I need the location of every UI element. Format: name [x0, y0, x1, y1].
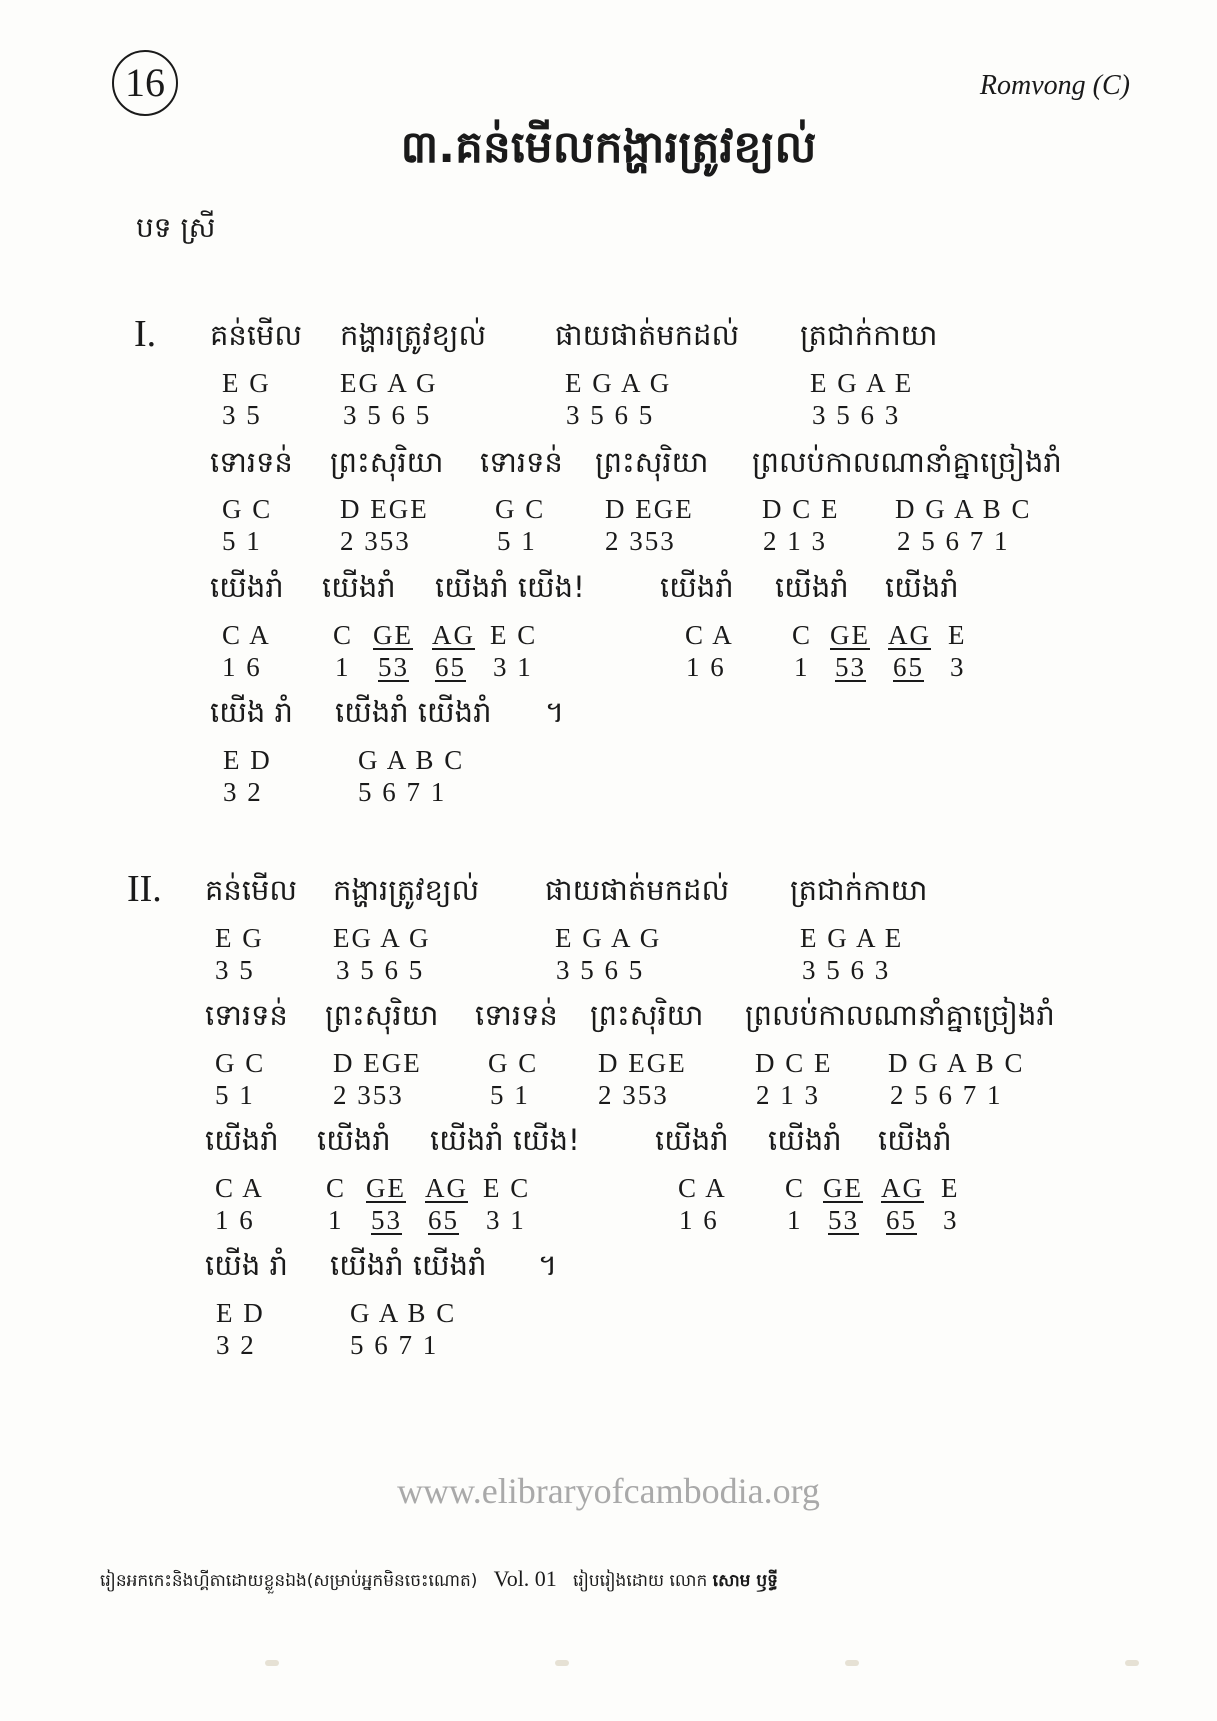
number-group: 3 1	[493, 652, 533, 682]
note-group: G C	[222, 494, 273, 524]
verse-numeral: II.	[127, 868, 162, 910]
number-group: 3 5 6 3	[812, 400, 901, 430]
number-group: 2 5 6 7 1	[897, 526, 1010, 556]
note-group: AG	[888, 620, 931, 650]
verse-numeral: I.	[134, 313, 157, 355]
number-group: 53	[828, 1205, 859, 1235]
paper-speck	[845, 1660, 859, 1666]
number-group: 1	[794, 652, 810, 682]
note-group: D G A B C	[895, 494, 1032, 524]
lyric-phrase: ត្រជាក់កាយា	[790, 873, 928, 907]
note-group: E D	[223, 745, 272, 775]
number-group: 2 5 6 7 1	[890, 1080, 1003, 1110]
lyric-phrase: យើងរាំ យើង!	[430, 1123, 580, 1157]
number-group: 53	[378, 652, 409, 682]
note-group: G A B C	[358, 745, 465, 775]
style-label: Romvong (C)	[979, 70, 1130, 101]
note-group: E G	[215, 923, 264, 953]
number-group: 53	[371, 1205, 402, 1235]
number-group: 2 1 3	[756, 1080, 820, 1110]
note-group: C	[792, 620, 813, 650]
lyric-phrase: ព្រលប់កាលណានាំគ្នាច្រៀងរាំ	[752, 445, 1062, 479]
lyric-phrase: យើង រាំ	[210, 695, 293, 729]
footer-series: រៀនអកកេះនិងហ្គីតាដោយខ្លួនឯង(សម្រាប់អ្នកមិនចេះណោត)	[100, 1571, 478, 1591]
note-group: E D	[216, 1298, 265, 1328]
number-group: 65	[435, 652, 466, 682]
note-group: EG A G	[333, 923, 431, 953]
number-group: 5 6 7 1	[358, 777, 447, 807]
number-group: 3 2	[223, 777, 263, 807]
lyric-phrase: កង្ហារត្រូវខ្យល់	[340, 318, 487, 352]
note-group: E	[948, 620, 967, 650]
number-group: 2 353	[605, 526, 676, 556]
lyric-phrase: យើងរាំ	[322, 570, 396, 604]
lyric-phrase: ព្រះសុរិយា	[325, 998, 439, 1032]
lyric-phrase: យើងរាំ យើង!	[435, 570, 585, 604]
note-group: E C	[490, 620, 538, 650]
note-group: C A	[215, 1173, 264, 1203]
number-group: 3 1	[486, 1205, 526, 1235]
lyric-phrase: យើងរាំ	[317, 1123, 391, 1157]
number-group: 3 5	[222, 400, 262, 430]
number-group: 5 1	[497, 526, 537, 556]
lyric-phrase: យើងរាំ	[660, 570, 734, 604]
number-group: 3 5 6 3	[802, 955, 891, 985]
page-number: 16	[112, 50, 178, 116]
note-group: GE	[830, 620, 870, 650]
number-group: 2 353	[340, 526, 411, 556]
note-group: AG	[432, 620, 475, 650]
note-group: C A	[685, 620, 734, 650]
note-group: EG A G	[340, 368, 438, 398]
number-group: 1 6	[686, 652, 726, 682]
number-group: 5 6 7 1	[350, 1330, 439, 1360]
number-group: 5 1	[490, 1080, 530, 1110]
lyric-phrase: យើងរាំ យើងរាំ	[330, 1248, 487, 1282]
lyric-phrase: យើង រាំ	[205, 1248, 288, 1282]
note-group: D EGE	[340, 494, 429, 524]
number-group: 2 1 3	[763, 526, 827, 556]
footer-compiled-by: រៀបរៀងដោយ លោក	[573, 1571, 708, 1591]
note-group: C	[333, 620, 354, 650]
note-group: E G A G	[555, 923, 662, 953]
note-group: E G A E	[800, 923, 904, 953]
lyric-phrase: ទោរទន់	[475, 998, 558, 1032]
note-group: GE	[373, 620, 413, 650]
lyric-phrase: ព្រះសុរិយា	[330, 445, 444, 479]
lyric-phrase: កង្ហារត្រូវខ្យល់	[333, 873, 480, 907]
lyric-phrase: យើងរាំ	[878, 1123, 952, 1157]
note-group: G A B C	[350, 1298, 457, 1328]
number-group: 3 5	[215, 955, 255, 985]
lyric-phrase: ទោរទន់	[210, 445, 293, 479]
note-group: D EGE	[333, 1048, 422, 1078]
number-group: 3	[943, 1205, 959, 1235]
number-group: 65	[886, 1205, 917, 1235]
lyric-phrase: យើងរាំ	[775, 570, 849, 604]
lyric-phrase: ។	[538, 1248, 558, 1282]
number-group: 3	[950, 652, 966, 682]
number-group: 3 2	[216, 1330, 256, 1360]
note-group: C	[326, 1173, 347, 1203]
note-group: GE	[823, 1173, 863, 1203]
note-group: AG	[425, 1173, 468, 1203]
note-group: AG	[881, 1173, 924, 1203]
lyric-phrase: ត្រជាក់កាយា	[800, 318, 938, 352]
lyric-phrase: យើងរាំ	[205, 1123, 279, 1157]
lyric-phrase: យើងរាំ	[885, 570, 959, 604]
footer-author: សោម ឫទ្ធី	[712, 1571, 778, 1591]
number-group: 1 6	[679, 1205, 719, 1235]
lyric-phrase: ព្រះសុរិយា	[595, 445, 709, 479]
lyric-phrase: យើងរាំ	[768, 1123, 842, 1157]
number-group: 1	[335, 652, 351, 682]
voice-label: បទ ស្រី	[136, 211, 216, 244]
paper-speck	[555, 1660, 569, 1666]
lyric-phrase: ទោរទន់	[480, 445, 563, 479]
note-group: D C E	[762, 494, 840, 524]
note-group: G C	[488, 1048, 539, 1078]
lyric-phrase: ទោរទន់	[205, 998, 288, 1032]
note-group: E G A E	[810, 368, 914, 398]
website-watermark: www.elibraryofcambodia.org	[397, 1471, 820, 1511]
number-group: 53	[835, 652, 866, 682]
number-group: 65	[893, 652, 924, 682]
note-group: GE	[366, 1173, 406, 1203]
number-group: 3 5 6 5	[556, 955, 645, 985]
number-group: 3 5 6 5	[566, 400, 655, 430]
lyric-phrase: ។	[545, 695, 565, 729]
lyric-phrase: យើងរាំ យើងរាំ	[335, 695, 492, 729]
lyric-phrase: គន់មើល	[210, 318, 303, 352]
lyric-phrase: គន់មើល	[205, 873, 298, 907]
number-group: 5 1	[222, 526, 262, 556]
lyric-phrase: យើងរាំ	[655, 1123, 729, 1157]
number-group: 5 1	[215, 1080, 255, 1110]
song-title: ៣.គន់មើលកង្ហារត្រូវខ្យល់	[400, 122, 817, 173]
number-group: 3 5 6 5	[343, 400, 432, 430]
paper-speck	[265, 1660, 279, 1666]
number-group: 1	[787, 1205, 803, 1235]
lyric-phrase: ផាយផាត់មកដល់	[555, 318, 740, 352]
lyric-phrase: ផាយផាត់មកដល់	[545, 873, 730, 907]
note-group: E G	[222, 368, 271, 398]
lyric-phrase: យើងរាំ	[210, 570, 284, 604]
note-group: E C	[483, 1173, 531, 1203]
note-group: D EGE	[605, 494, 694, 524]
number-group: 1	[328, 1205, 344, 1235]
note-group: E	[941, 1173, 960, 1203]
number-group: 65	[428, 1205, 459, 1235]
note-group: C A	[678, 1173, 727, 1203]
note-group: E G A G	[565, 368, 672, 398]
note-group: D G A B C	[888, 1048, 1025, 1078]
number-group: 1 6	[222, 652, 262, 682]
paper-speck	[1125, 1660, 1139, 1666]
note-group: C A	[222, 620, 271, 650]
note-group: D C E	[755, 1048, 833, 1078]
number-group: 2 353	[598, 1080, 669, 1110]
note-group: D EGE	[598, 1048, 687, 1078]
number-group: 1 6	[215, 1205, 255, 1235]
number-group: 2 353	[333, 1080, 404, 1110]
note-group: G C	[215, 1048, 266, 1078]
footer	[100, 1566, 778, 1595]
note-group: C	[785, 1173, 806, 1203]
number-group: 3 5 6 5	[336, 955, 425, 985]
note-group: G C	[495, 494, 546, 524]
lyric-phrase: ព្រលប់កាលណានាំគ្នាច្រៀងរាំ	[745, 998, 1055, 1032]
footer-volume: Vol. 01	[493, 1566, 557, 1591]
lyric-phrase: ព្រះសុរិយា	[590, 998, 704, 1032]
